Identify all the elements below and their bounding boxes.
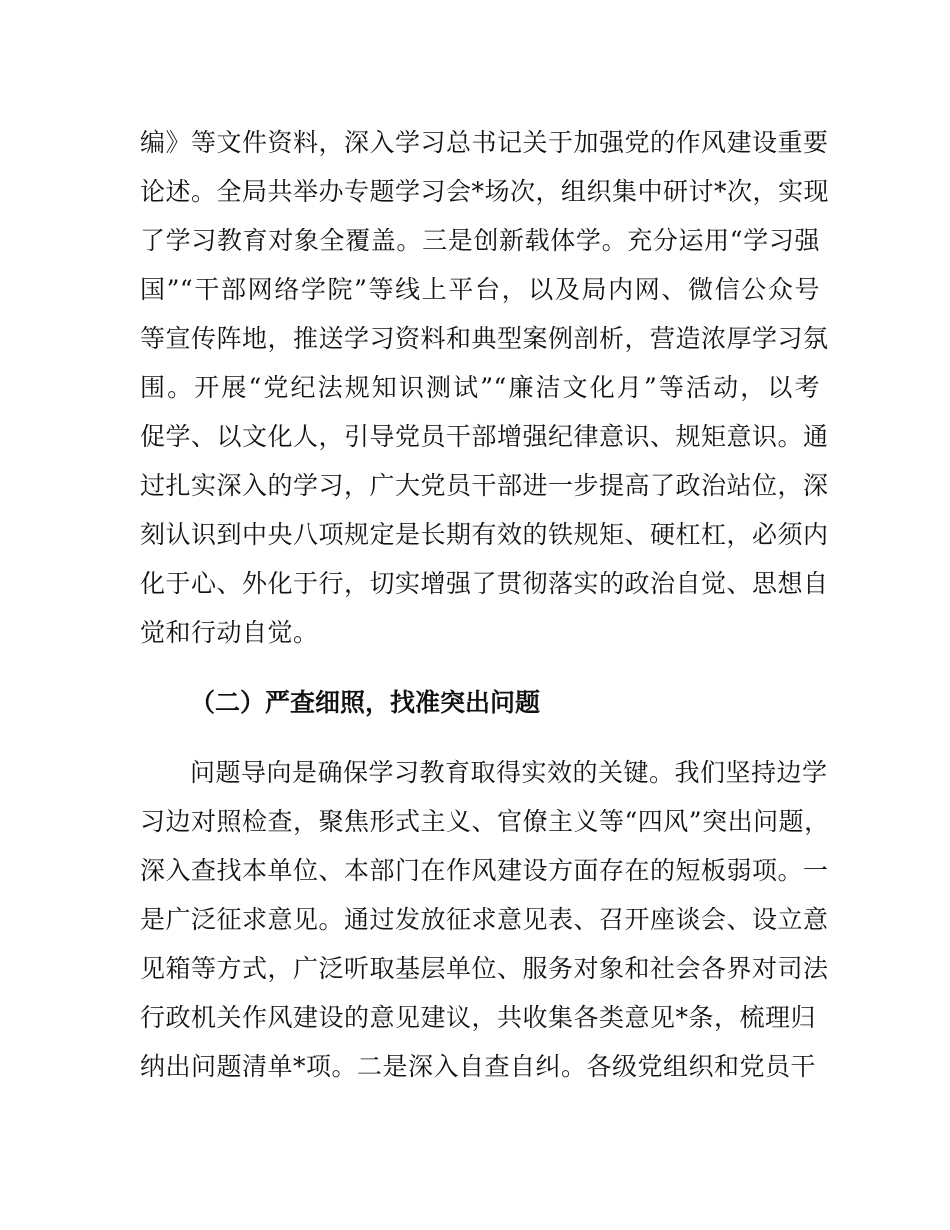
paragraph-1-line-2: 论述。全局共举办专题学习会*场次，组织集中研讨*次，实现 xyxy=(140,177,830,206)
paragraph-1-line-3: 了学习教育对象全覆盖。三是创新载体学。充分运用“学习强 xyxy=(140,226,820,255)
paragraph-2-line-7: 纳出问题清单*项。二是深入自查自纠。各级党组织和党员干 xyxy=(140,1052,817,1081)
paragraph-1-line-4: 国”“干部网络学院”等线上平台，以及局内网、微信公众号 xyxy=(140,275,820,304)
paragraph-1-line-11: 觉和行动自觉。 xyxy=(140,618,319,647)
paragraph-2-line-1: 问题导向是确保学习教育取得实效的关键。我们坚持边学 xyxy=(190,758,828,787)
paragraph-1-line-5: 等宣传阵地，推送学习资料和典型案例剖析，营造浓厚学习氛 xyxy=(140,324,829,353)
paragraph-1-line-1: 编》等文件资料，深入学习总书记关于加强党的作风建设重要 xyxy=(140,128,829,157)
paragraph-2-line-3: 深入查找本单位、本部门在作风建设方面存在的短板弱项。一 xyxy=(140,856,829,885)
paragraph-2-line-4: 是广泛征求意见。通过发放征求意见表、召开座谈会、设立意 xyxy=(140,905,829,934)
paragraph-1-line-10: 化于心、外化于行，切实增强了贯彻落实的政治自觉、思想自 xyxy=(140,569,829,598)
paragraph-1-line-7: 促学、以文化人，引导党员干部增强纪律意识、规矩意识。通 xyxy=(140,422,829,451)
section-heading: （二）严查细照，找准突出问题 xyxy=(190,688,541,717)
paragraph-1-line-6: 围。开展“党纪法规知识测试”“廉洁文化月”等活动，以考 xyxy=(140,373,820,402)
paragraph-1-line-8: 过扎实深入的学习，广大党员干部进一步提高了政治站位，深 xyxy=(140,471,829,500)
paragraph-2-line-5: 见箱等方式，广泛听取基层单位、服务对象和社会各界对司法 xyxy=(140,954,829,983)
paragraph-2-line-6: 行政机关作风建设的意见建议，共收集各类意见*条，梳理归 xyxy=(140,1003,817,1032)
paragraph-1-line-9: 刻认识到中央八项规定是长期有效的铁规矩、硬杠杠，必须内 xyxy=(140,520,829,549)
paragraph-2-line-2: 习边对照检查，聚焦形式主义、官僚主义等“四风”突出问题， xyxy=(140,807,830,836)
